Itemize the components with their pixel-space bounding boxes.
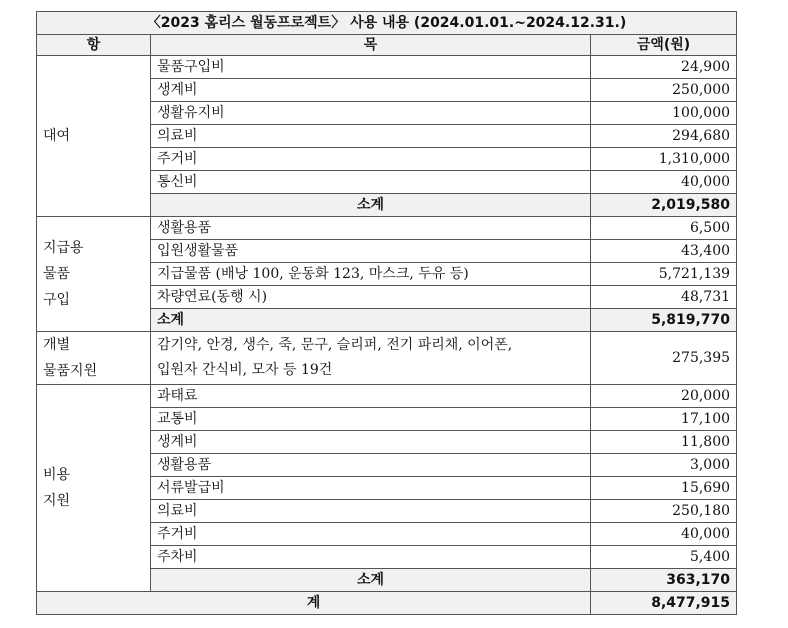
category-label: 구입 [43, 292, 71, 308]
header-hang: 항 [37, 35, 151, 56]
category-cell [37, 385, 151, 592]
item-label: 지급물품 (배낭 100, 운동화 123, 마스크, 두유 등) [151, 263, 591, 286]
item-label [151, 332, 591, 385]
item-label: 서류발급비 [151, 477, 591, 500]
item-label: 물품구입비 [151, 56, 591, 79]
item-amount: 6,500 [591, 217, 737, 240]
category-cell [37, 332, 151, 385]
item-label: 주거비 [151, 523, 591, 546]
item-amount: 11,800 [591, 431, 737, 454]
item-amount: 5,721,139 [591, 263, 737, 286]
item-label: 통신비 [151, 171, 591, 194]
item-amount: 5,400 [591, 546, 737, 569]
subtotal-label: 소계 [151, 569, 591, 592]
item-label: 의료비 [151, 500, 591, 523]
item-amount: 17,100 [591, 408, 737, 431]
item-label: 생활유지비 [151, 102, 591, 125]
total-amount: 8,477,915 [591, 592, 737, 615]
item-amount: 40,000 [591, 171, 737, 194]
item-amount: 250,000 [591, 79, 737, 102]
item-label: 교통비 [151, 408, 591, 431]
header-mok: 목 [151, 35, 591, 56]
category-label: 대여 [43, 128, 71, 144]
expense-table [36, 11, 737, 615]
item-label-line: 입원자 간식비, 모자 등 19건 [157, 362, 333, 378]
subtotal-amount: 5,819,770 [591, 309, 737, 332]
category-label: 지원 [43, 493, 71, 509]
item-amount: 275,395 [591, 332, 737, 385]
item-label: 입원생활물품 [151, 240, 591, 263]
item-label: 생활용품 [151, 454, 591, 477]
subtotal-label: 소계 [151, 194, 591, 217]
table-row [37, 385, 737, 408]
category-label: 개별 [43, 337, 71, 353]
subtotal-label: 소계 [151, 309, 591, 332]
item-label: 과태료 [151, 385, 591, 408]
item-amount: 20,000 [591, 385, 737, 408]
category-cell [37, 56, 151, 217]
subtotal-amount: 363,170 [591, 569, 737, 592]
item-label: 주차비 [151, 546, 591, 569]
table-row [37, 332, 737, 385]
table-row [37, 56, 737, 79]
item-label: 생계비 [151, 431, 591, 454]
item-amount: 3,000 [591, 454, 737, 477]
total-row [37, 592, 737, 615]
table-title: 〈2023 홈리스 월동프로젝트〉 사용 내용 (2024.01.01.~2024.12.31.) [37, 12, 737, 35]
item-label: 생활용품 [151, 217, 591, 240]
item-label: 의료비 [151, 125, 591, 148]
item-amount: 43,400 [591, 240, 737, 263]
item-label-line: 감기약, 안경, 생수, 죽, 문구, 슬리퍼, 전기 파리채, 이어폰, [157, 337, 513, 353]
total-label: 계 [37, 592, 591, 615]
item-label: 생계비 [151, 79, 591, 102]
item-amount: 100,000 [591, 102, 737, 125]
category-label: 비용 [43, 467, 71, 483]
item-amount: 250,180 [591, 500, 737, 523]
item-label: 주거비 [151, 148, 591, 171]
item-label: 차량연료(동행 시) [151, 286, 591, 309]
item-amount: 40,000 [591, 523, 737, 546]
category-label: 물품지원 [43, 363, 98, 379]
item-amount: 24,900 [591, 56, 737, 79]
item-amount: 1,310,000 [591, 148, 737, 171]
subtotal-amount: 2,019,580 [591, 194, 737, 217]
category-label: 물품 [43, 266, 71, 282]
item-amount: 48,731 [591, 286, 737, 309]
category-label: 지급용 [43, 240, 84, 256]
item-amount: 15,690 [591, 477, 737, 500]
item-amount: 294,680 [591, 125, 737, 148]
category-cell [37, 217, 151, 332]
table-row [37, 217, 737, 240]
header-amount: 금액(원) [591, 35, 737, 56]
